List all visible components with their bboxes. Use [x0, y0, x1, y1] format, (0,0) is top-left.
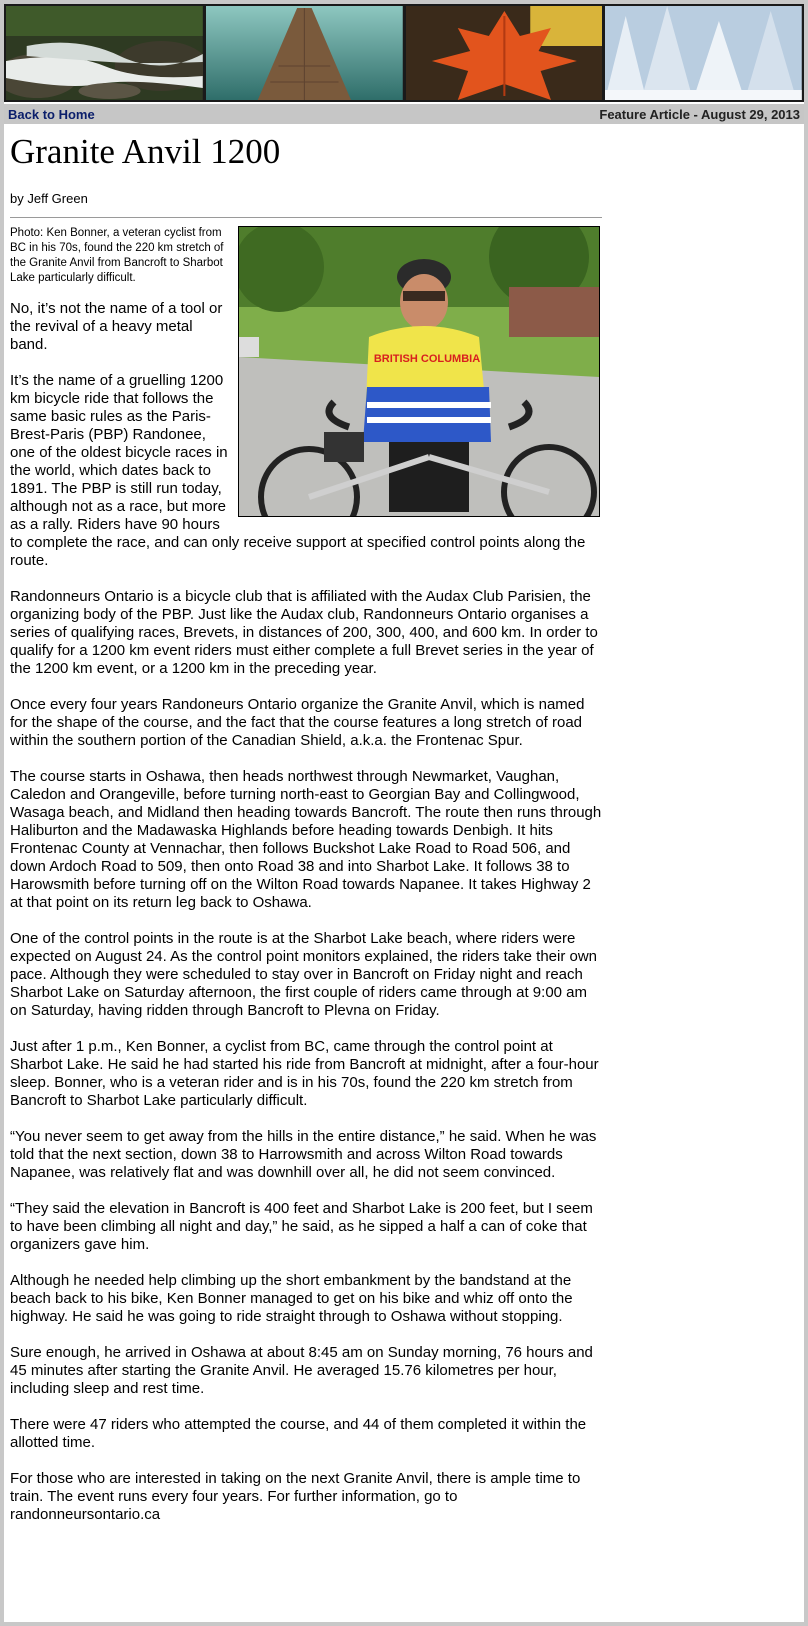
paragraph: It’s the name of a gruelling 1200 km bicycle ride that follows the same basic rules as the Paris-Brest-Paris (PBP) Randonee, one of the oldest bicycle races in the world, which dates back to 1891. The PBP is still run today, although not as a race, but more as a rally. Riders have 90 hours to complete the race, and can only receive support at specified control points along the route. [10, 372, 586, 569]
article-title: Granite Anvil 1200 [10, 132, 281, 171]
paragraph: There were 47 riders who attempted the course, and 44 of them completed it within the allotted time. [10, 1416, 587, 1451]
jersey-text: BRITISH COLUMBIA [373, 353, 481, 365]
paragraph: Sure enough, he arrived in Oshawa at about 8:45 am on Sunday morning, 76 hours and 45 minutes after starting the Granite Anvil. He averaged 15.76 kilometres per hour, including sleep and rest time. [10, 1344, 593, 1397]
paragraph: The course starts in Oshawa, then heads northwest through Newmarket, Vaughan, Caledon and Orangeville, before turning north-east to Georgian Bay and Collingwood, Wasaga beach, and Midland then heading towards Bancroft. The route then runs through Haliburton and the Madawaska Highlands before heading towards Denbigh. It hits Frontenac County at Vennachar, then follows Buckshot Lake Road to Road 506, and down Ardoch Road to 509, then onto Road 38 and into Sharbot Lake. It follows 38 to Harowsmith before turning off on the Wilton Road towards Napanee. It takes Highway 2 at that point on its return leg back to Oshawa. [10, 768, 602, 911]
paragraph: Once every four years Randoneurs Ontario organize the Granite Anvil, which is named for the shape of the course, and the fact that the course features a long stretch of road within the southern portion of the Canadian Shield, a.k.a. the Frontenac Spur. [10, 696, 585, 749]
paragraph: One of the control points in the route is at the Sharbot Lake beach, where riders were expected on August 24. As the control point monitors explained, the riders take their own pace. Although they were scheduled to stay over in Bancroft on Friday night and reach Sharbot Lake on Saturday afternoon, the first couple of riders came through at 9:00 am on Saturday, having ridden through Bancroft to Plevna on Friday. [10, 930, 598, 1019]
paragraph: No, it’s not the name of a tool or the revival of a heavy metal band. [10, 300, 223, 353]
maple-leaf-photo [406, 6, 603, 100]
paragraph: “You never seem to get away from the hills in the entire distance,” he said. When he was told that the next section, down 38 to Harrowsmith and across Wilton Road towards Napanee, was relatively flat and was downhill over all, he did not seem convinced. [10, 1128, 597, 1181]
paragraph: For those who are interested in taking on the next Granite Anvil, there is ample time to train. The event runs every four years. For further information, go to randonneursontario.ca [10, 1470, 581, 1523]
waterfall-photo [6, 6, 203, 100]
photo-caption: Photo: Ken Bonner, a veteran cyclist from BC in his 70s, found the 220 km stretch of the Granite Anvil from Bancroft to Sharbot Lake particularly difficult. [10, 227, 224, 284]
byline: by Jeff Green [10, 191, 88, 206]
header-banner [4, 4, 804, 102]
paragraph: Although he needed help climbing up the short embankment by the bandstand at the beach back to his bike, Ken Bonner managed to get on his bike and whiz off onto the highway. He said he was going to ride straight through to Oshawa without stopping. [10, 1272, 573, 1325]
article [10, 126, 602, 1542]
back-to-home-link[interactable]: Back to Home [8, 106, 95, 122]
article-body [10, 218, 602, 1524]
paragraph: Just after 1 p.m., Ken Bonner, a cyclist from BC, came through the control point at Sharbot Lake. He said he had started his ride from Bancroft at midnight, after a four-hour sleep. Bonner, who is a veteran rider and is in his 70s, found the 220 km stretch from Bancroft to Sharbot Lake particularly difficult. [10, 1038, 599, 1109]
paragraph: “They said the elevation in Bancroft is 400 feet and Sharbot Lake is 200 feet, but I seem to have been climbing all night and day,” he said, as he sipped a half a can of coke that organizers gave him. [10, 1200, 593, 1253]
cyclist-photo [238, 226, 600, 517]
feature-date: Feature Article - August 29, 2013 [599, 106, 800, 122]
nav-bar [4, 104, 804, 124]
snowy-trees-photo [605, 6, 802, 100]
paragraph: Randonneurs Ontario is a bicycle club that is affiliated with the Audax Club Parisien, the organizing body of the PBP. Just like the Audax club, Randonneurs Ontario organises a series of qualifying races, Brevets, in distances of 200, 300, 400, and 600 km. In order to qualify for a 1200 km event riders must either complete a full Brevet series in the year of the 1200 km event, or a 1200 km in the preceding year. [10, 588, 598, 677]
dock-photo [206, 6, 403, 100]
